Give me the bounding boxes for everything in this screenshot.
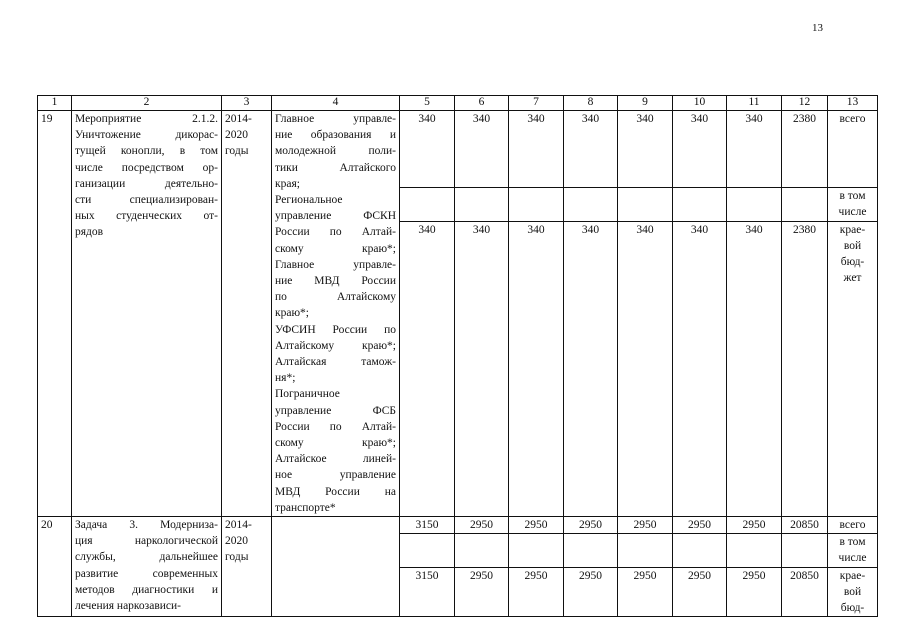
funding-total-value: 2950 bbox=[564, 517, 618, 534]
funding-total-value: 2950 bbox=[455, 517, 509, 534]
text-line: вой bbox=[843, 239, 862, 252]
text-line: Региональное bbox=[275, 194, 343, 207]
period-cell bbox=[222, 111, 272, 517]
funding-regional-value: 3150 bbox=[400, 567, 455, 617]
empty-value-cell bbox=[509, 188, 564, 221]
funding-total-value: 340 bbox=[455, 111, 509, 188]
row-number-cell: 19 bbox=[38, 111, 72, 517]
empty-value-cell bbox=[618, 534, 673, 567]
source-total-cell: всего bbox=[828, 111, 878, 188]
header-cell: 11 bbox=[727, 96, 782, 111]
text-line: ганизации деятельно- bbox=[75, 177, 218, 190]
text-line: управление ФСБ bbox=[275, 404, 396, 417]
source-regional-cell bbox=[828, 567, 878, 617]
text-line: МВД России на bbox=[275, 485, 396, 498]
funding-regional-value: 20850 bbox=[782, 567, 828, 617]
text-line: крае- bbox=[839, 223, 866, 236]
activity-title-cell bbox=[72, 111, 222, 517]
text-line: ня*; bbox=[275, 372, 296, 385]
empty-value-cell bbox=[727, 534, 782, 567]
text-line: 2020 bbox=[225, 535, 248, 548]
text-line: числе bbox=[838, 206, 867, 219]
text-line: Уничтожение дикорас- bbox=[75, 129, 218, 142]
text-line: ция наркологической bbox=[75, 535, 218, 548]
header-cell: 10 bbox=[673, 96, 727, 111]
funding-regional-value: 340 bbox=[455, 221, 509, 516]
text-line: бюд- bbox=[840, 256, 865, 269]
text-line: молодежной поли- bbox=[275, 145, 396, 158]
text-line: в том bbox=[839, 190, 866, 203]
text-line: управление ФСКН bbox=[275, 210, 396, 223]
header-cell: 2 bbox=[72, 96, 222, 111]
text-line: 2020 bbox=[225, 129, 248, 142]
funding-total-value: 340 bbox=[618, 111, 673, 188]
table-row bbox=[38, 517, 878, 534]
empty-value-cell bbox=[782, 188, 828, 221]
empty-value-cell bbox=[727, 188, 782, 221]
text-line: крае- bbox=[839, 569, 866, 582]
funding-regional-value: 2950 bbox=[564, 567, 618, 617]
text-line: края; bbox=[275, 177, 300, 190]
text-line: вой bbox=[843, 585, 862, 598]
funding-total-value: 340 bbox=[564, 111, 618, 188]
empty-value-cell bbox=[455, 534, 509, 567]
funding-regional-value: 2380 bbox=[782, 221, 828, 516]
funding-regional-value: 2950 bbox=[455, 567, 509, 617]
text-line: методов диагностики и bbox=[75, 583, 218, 596]
funding-regional-value: 340 bbox=[509, 221, 564, 516]
funding-total-value: 2950 bbox=[618, 517, 673, 534]
header-cell: 12 bbox=[782, 96, 828, 111]
source-total-cell: всего bbox=[828, 517, 878, 534]
text-line: Алтайское линей- bbox=[275, 453, 396, 466]
funding-total-value: 2950 bbox=[727, 517, 782, 534]
header-cell: 8 bbox=[564, 96, 618, 111]
text-line: ных студенческих от- bbox=[75, 210, 218, 223]
text-line: Главное управле- bbox=[275, 258, 396, 271]
funding-regional-value: 340 bbox=[727, 221, 782, 516]
header-cell: 9 bbox=[618, 96, 673, 111]
page-number: 13 bbox=[812, 22, 823, 34]
text-line: 2014- bbox=[225, 519, 252, 532]
funding-total-value: 2380 bbox=[782, 111, 828, 188]
funding-total-value: 20850 bbox=[782, 517, 828, 534]
period-cell bbox=[222, 517, 272, 617]
text-line: тущей конопли, в том bbox=[75, 145, 218, 158]
empty-value-cell bbox=[564, 534, 618, 567]
text-line: жет bbox=[843, 272, 862, 285]
empty-value-cell bbox=[673, 534, 727, 567]
executors-cell bbox=[272, 111, 400, 517]
text-line: УФСИН России по bbox=[275, 323, 396, 336]
funding-regional-value: 340 bbox=[564, 221, 618, 516]
header-cell: 6 bbox=[455, 96, 509, 111]
funding-regional-value: 2950 bbox=[727, 567, 782, 617]
row-number-cell: 20 bbox=[38, 517, 72, 617]
text-line: краю*; bbox=[275, 307, 309, 320]
funding-regional-value: 340 bbox=[400, 221, 455, 516]
table-row bbox=[38, 111, 878, 188]
funding-regional-value: 2950 bbox=[509, 567, 564, 617]
header-row bbox=[38, 96, 878, 111]
text-line: России по Алтай- bbox=[275, 420, 396, 433]
text-line: Алтайская тамож- bbox=[275, 356, 396, 369]
text-line: развитие современных bbox=[75, 567, 218, 580]
header-cell: 5 bbox=[400, 96, 455, 111]
text-line: ние МВД России bbox=[275, 275, 396, 288]
text-line: рядов bbox=[75, 226, 104, 239]
text-line: числе посредством ор- bbox=[75, 161, 218, 174]
text-line: 2014- bbox=[225, 113, 252, 125]
funding-regional-value: 340 bbox=[673, 221, 727, 516]
source-regional-cell bbox=[828, 221, 878, 516]
text-line: Алтайскому краю*; bbox=[275, 339, 396, 352]
funding-total-value: 2950 bbox=[673, 517, 727, 534]
funding-total-value: 3150 bbox=[400, 517, 455, 534]
empty-value-cell bbox=[400, 534, 455, 567]
text-line: по Алтайскому bbox=[275, 291, 396, 304]
text-line: скому краю*; bbox=[275, 242, 396, 255]
funding-total-value: 340 bbox=[400, 111, 455, 188]
funding-regional-value: 340 bbox=[618, 221, 673, 516]
text-line: Мероприятие 2.1.2. bbox=[75, 113, 218, 125]
funding-regional-value: 2950 bbox=[673, 567, 727, 617]
empty-value-cell bbox=[400, 188, 455, 221]
source-including-cell bbox=[828, 188, 878, 221]
funding-total-value: 2950 bbox=[509, 517, 564, 534]
source-including-cell bbox=[828, 534, 878, 567]
executors-cell bbox=[272, 517, 400, 617]
text-line: в том bbox=[839, 536, 866, 549]
empty-value-cell bbox=[782, 534, 828, 567]
text-line: ние образования и bbox=[275, 129, 396, 142]
text-line: России по Алтай- bbox=[275, 226, 396, 239]
text-line: Главное управле- bbox=[275, 113, 396, 125]
text-line: сти специализирован- bbox=[75, 194, 218, 207]
text-line: скому краю*; bbox=[275, 437, 396, 450]
header-cell: 7 bbox=[509, 96, 564, 111]
empty-value-cell bbox=[509, 534, 564, 567]
text-line: лечения наркозависи- bbox=[75, 600, 181, 613]
empty-value-cell bbox=[673, 188, 727, 221]
text-line: числе bbox=[838, 552, 867, 565]
text-line: Пограничное bbox=[275, 388, 340, 401]
header-cell: 1 bbox=[38, 96, 72, 111]
header-cell: 3 bbox=[222, 96, 272, 111]
activity-title-cell bbox=[72, 517, 222, 617]
header-cell: 13 bbox=[828, 96, 878, 111]
empty-value-cell bbox=[564, 188, 618, 221]
funding-total-value: 340 bbox=[509, 111, 564, 188]
text-line: годы bbox=[225, 145, 249, 158]
text-line: транспорте* bbox=[275, 501, 336, 514]
empty-value-cell bbox=[618, 188, 673, 221]
text-line: годы bbox=[225, 551, 249, 564]
text-line: бюд- bbox=[840, 602, 865, 615]
text-line: Задача 3. Модерниза- bbox=[75, 519, 218, 532]
funding-total-value: 340 bbox=[727, 111, 782, 188]
text-line: тики Алтайского bbox=[275, 161, 396, 174]
funding-total-value: 340 bbox=[673, 111, 727, 188]
text-line: ное управление bbox=[275, 469, 396, 482]
program-table bbox=[37, 95, 878, 617]
header-cell: 4 bbox=[272, 96, 400, 111]
text-line: службы, дальнейшее bbox=[75, 551, 218, 564]
funding-regional-value: 2950 bbox=[618, 567, 673, 617]
empty-value-cell bbox=[455, 188, 509, 221]
